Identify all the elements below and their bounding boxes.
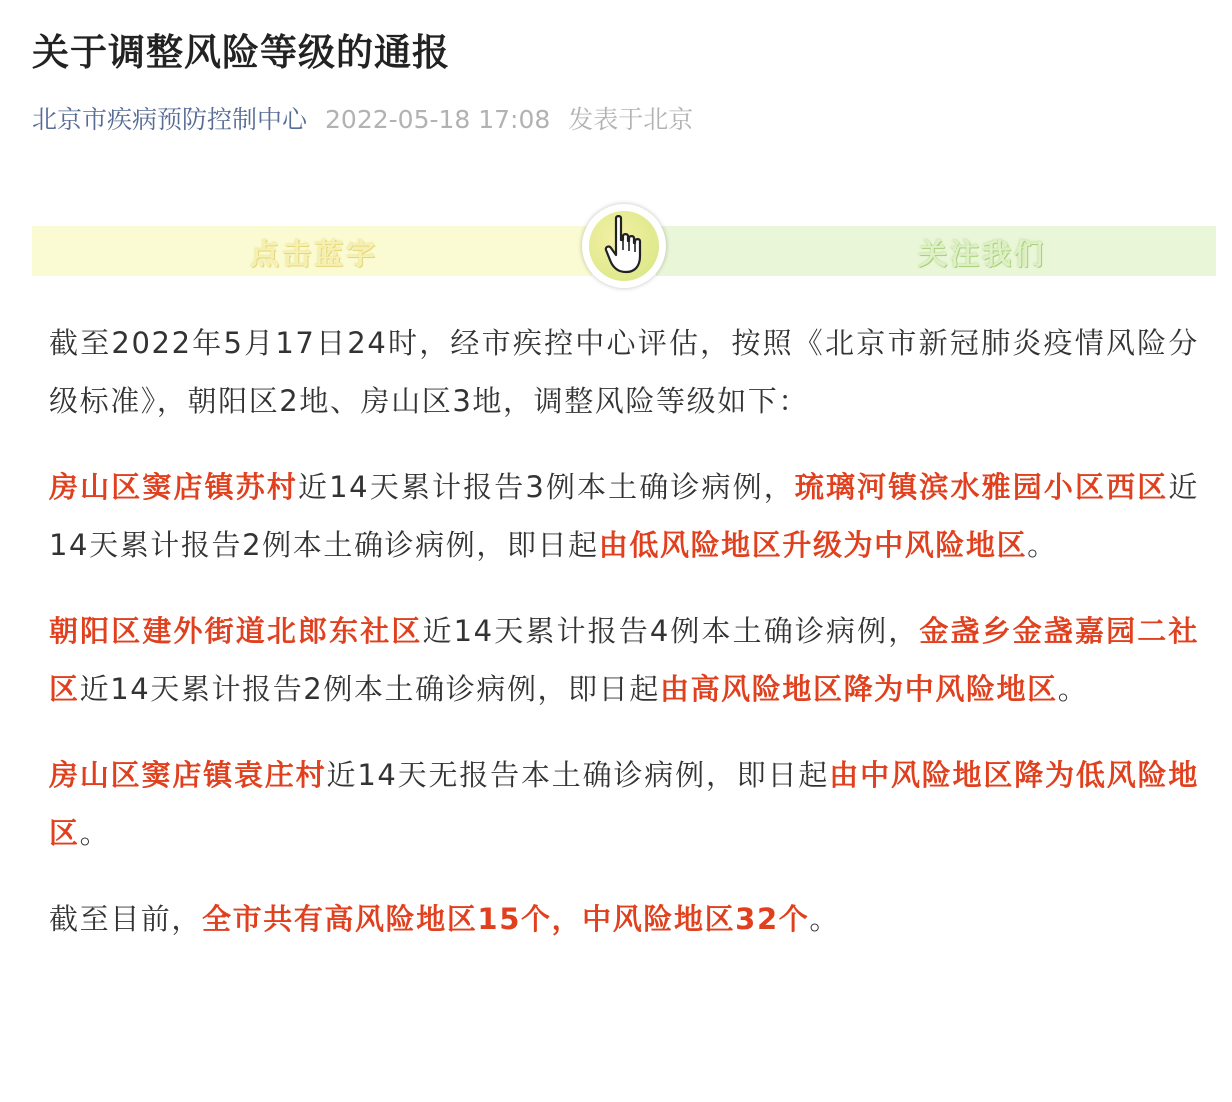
text-run: 截至目前， <box>49 902 203 936</box>
article-body <box>49 314 1199 976</box>
highlight-run: 由低风险地区升级为中风险地区 <box>598 528 1028 562</box>
highlight-run: 由高风险地区降为中风险地区 <box>659 672 1058 706</box>
account-name-link[interactable]: 北京市疾病预防控制中心 <box>32 105 308 134</box>
highlight-run: 全市共有高风险地区15个，中风险地区32个 <box>202 902 810 936</box>
highlight-run: 朝阳区建外街道北郎东社区 <box>49 614 423 648</box>
highlight-run: 琉璃河镇滨水雅园小区西区 <box>794 470 1169 504</box>
banner-left <box>32 226 592 276</box>
publish-time: 2022-05-18 17:08 <box>325 105 551 134</box>
follow-banner[interactable] <box>32 226 1216 276</box>
banner-left-text: 点击蓝字 <box>250 237 379 271</box>
paragraph-upgrade <box>49 458 1199 574</box>
text-run: 近14天累计报告2例本土确诊病例，即日起 <box>79 672 660 706</box>
banner-circle[interactable] <box>582 204 666 288</box>
text-run: 截至2022年5月17日24时，经市疾控中心评估，按照《北京市新冠肺炎疫情风险分级标准》，朝阳区2地、房山区3地，调整风险等级如下： <box>49 326 1199 418</box>
publish-location: 发表于北京 <box>568 105 694 134</box>
highlight-run: 由中风险地区降为低风险地区 <box>49 758 1200 850</box>
banner-right-text: 关注我们 <box>918 237 1047 271</box>
highlight-run: 金盏乡金盏嘉园二社区 <box>49 614 1199 706</box>
text-run: 近14天累计报告2例本土确诊病例，即日起 <box>49 470 1199 562</box>
highlight-run: 房山区窦店镇袁庄村 <box>49 758 327 792</box>
text-run: 。 <box>1057 672 1089 706</box>
paragraph-intro <box>49 314 1199 430</box>
banner-right <box>656 226 1216 276</box>
text-run: 。 <box>1027 528 1058 562</box>
pointing-hand-icon <box>604 214 644 276</box>
text-run: 近14天累计报告4例本土确诊病例， <box>422 614 920 648</box>
paragraph-downgrade-high <box>49 602 1199 718</box>
text-run: 。 <box>809 902 840 936</box>
paragraph-summary <box>49 890 1199 948</box>
article-title: 关于调整风险等级的通报 <box>32 31 450 74</box>
text-run: 。 <box>79 816 111 850</box>
text-run: 近14天累计报告3例本土确诊病例， <box>297 470 795 504</box>
paragraph-downgrade-mid <box>49 746 1199 862</box>
highlight-run: 房山区窦店镇苏村 <box>49 470 298 504</box>
article-meta <box>32 100 693 136</box>
text-run: 近14天无报告本土确诊病例，即日起 <box>326 758 830 792</box>
